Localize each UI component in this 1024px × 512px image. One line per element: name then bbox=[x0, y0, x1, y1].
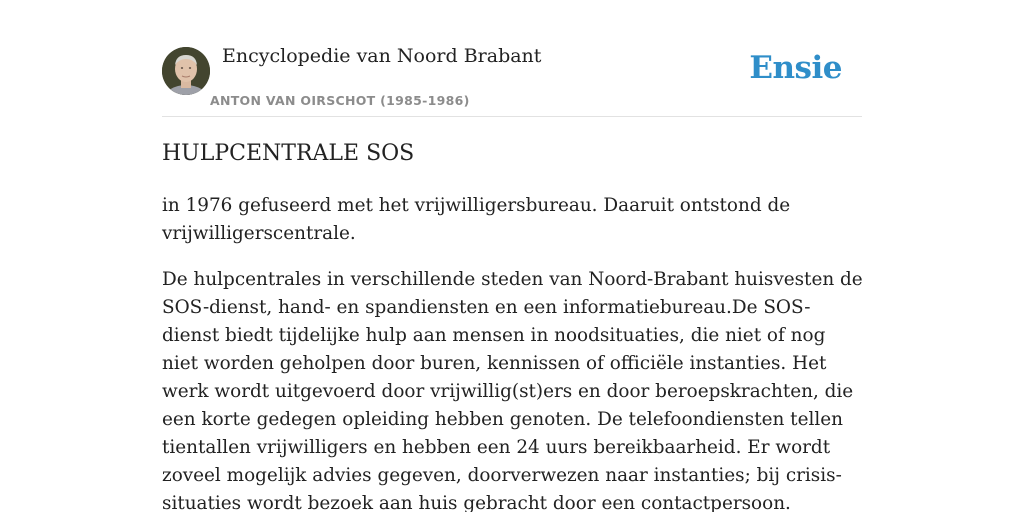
article-headword: HULPCENTRALE SOS bbox=[162, 141, 415, 166]
article-paragraph: De hulpcentrales in verschillende steden van Noord-Brabant huisvesten de SOS-dienst, hand- en spandiensten en een informatiebureau.De SOS-dienst biedt tijdelijke hulp aan mensen in noodsituaties, die niet of nog niet worden geholpen door buren, kennissen of officiële instanties. Het werk wordt uitgevoerd door vrijwillig(st)ers en door beroepskrachten, die een korte gedegen opleiding hebben genoten. De telefoondiensten tellen tientallen vrijwilligers en hebben een 24 uurs bereikbaarheid. Er wordt zoveel mogelijk advies gegeven, doorverwezen naar instanties; bij crisis-situaties wordt bezoek aan huis gebracht door een contactpersoon. bbox=[162, 269, 863, 512]
article-paragraph: in 1976 gefuseerd met het vrijwilligersbureau. Daaruit ontstond de vrijwilligerscentrale. bbox=[162, 195, 791, 244]
article-content bbox=[162, 138, 864, 512]
source-title[interactable]: Encyclopedie van Noord Brabant bbox=[222, 45, 542, 67]
author-name[interactable]: ANTON VAN OIRSCHOT (1985-1986) bbox=[210, 93, 470, 108]
avatar[interactable] bbox=[162, 47, 210, 95]
author-portrait-icon bbox=[162, 47, 210, 95]
ensie-logo[interactable]: Ensie bbox=[749, 50, 842, 86]
source-header bbox=[162, 0, 862, 117]
